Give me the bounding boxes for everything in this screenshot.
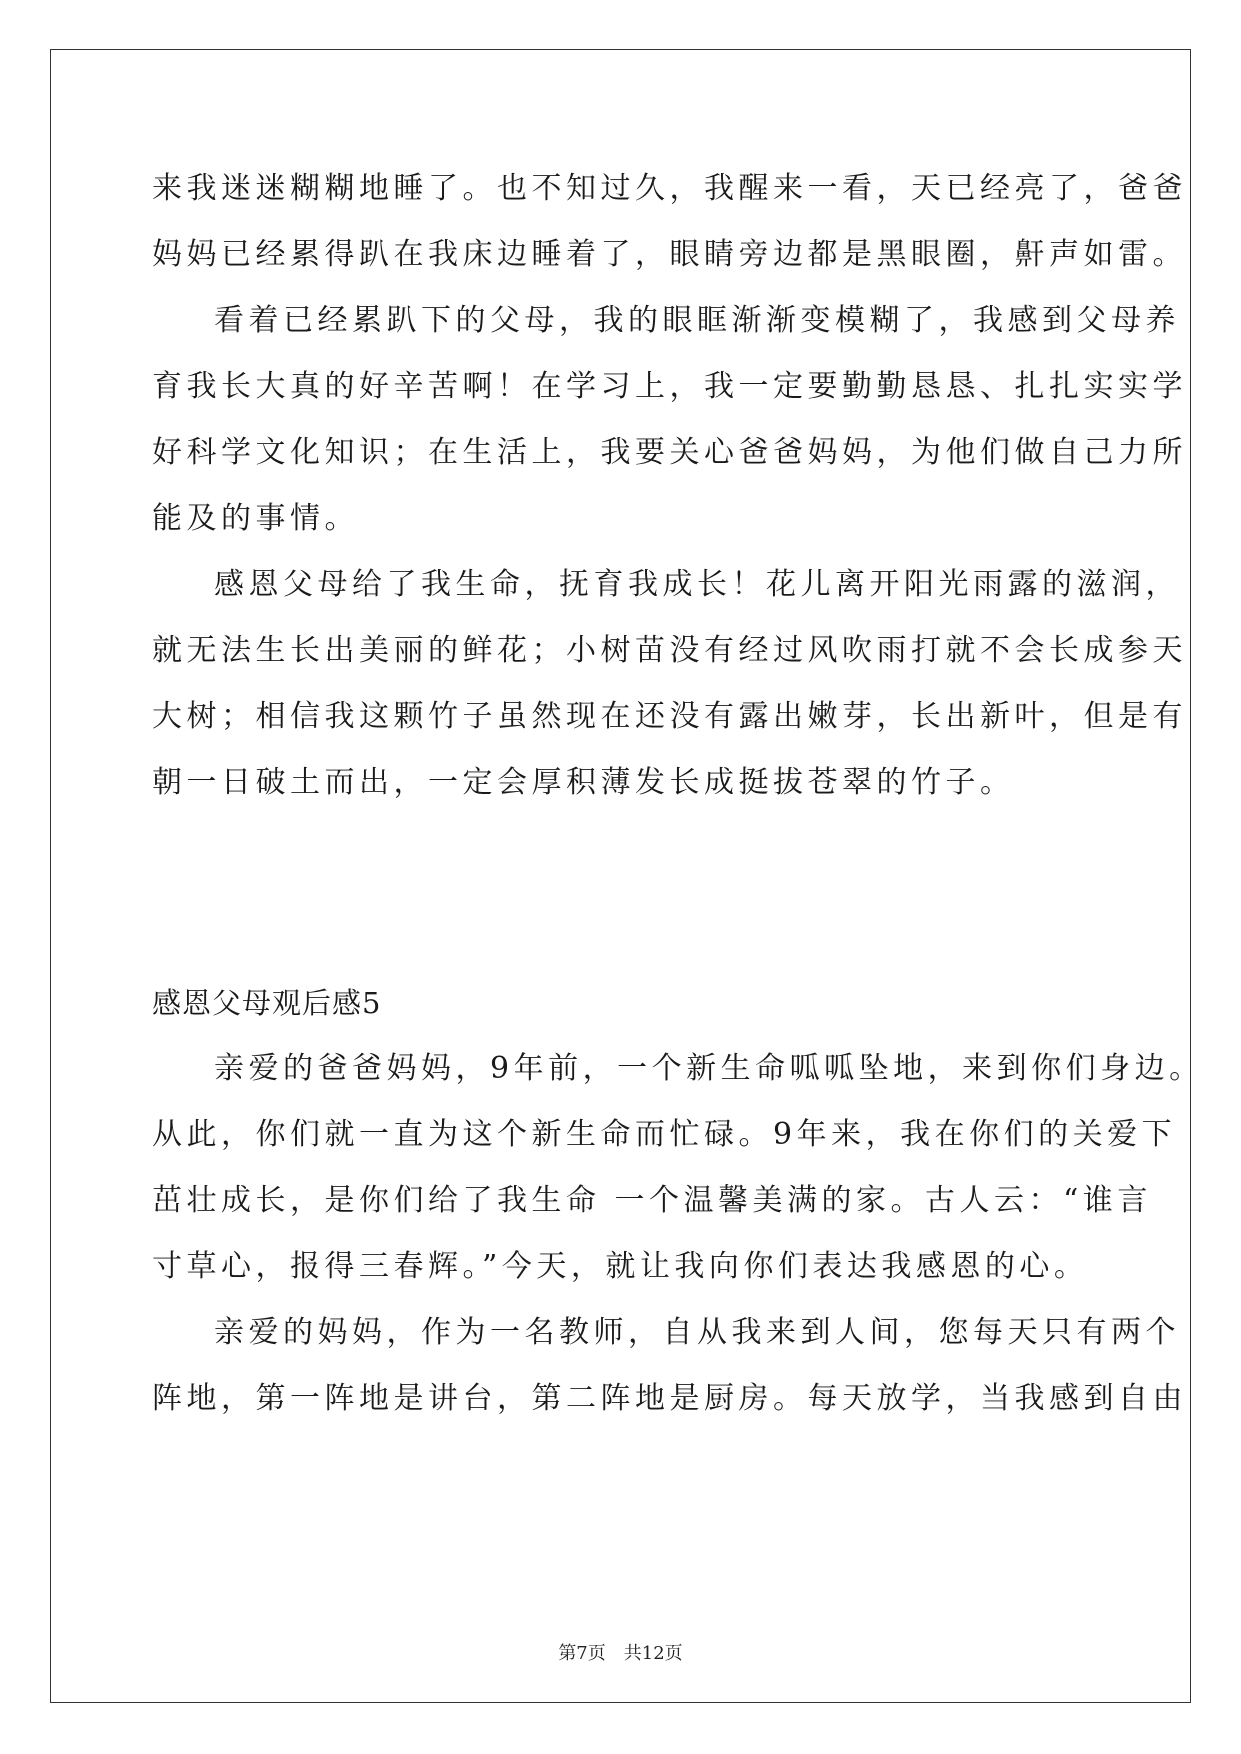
text-line: 从此，你们就一直为这个新生命而忙碌。9年来，我在你们的关爱下 <box>152 1117 1177 1152</box>
text-line: 寸草心，报得三春辉。”今天，就让我向你们表达我感恩的心。 <box>152 1249 1089 1284</box>
text-line: 大树；相信我这颗竹子虽然现在还没有露出嫩芽，长出新叶，但是有 <box>152 699 1187 734</box>
page-border <box>50 49 1191 1703</box>
text-line: 阵地，第一阵地是讲台，第二阵地是厨房。每天放学，当我感到自由 <box>152 1381 1187 1416</box>
text-line: 茁壮成长，是你们给了我生命 一个温馨美满的家。古人云：“谁言 <box>152 1183 1152 1218</box>
section-heading: 感恩父母观后感5 <box>152 986 382 1020</box>
text-line: 来我迷迷糊糊地睡了。也不知过久，我醒来一看，天已经亮了，爸爸 <box>152 171 1187 206</box>
text-line: 就无法生长出美丽的鲜花；小树苗没有经过风吹雨打就不会长成参天 <box>152 633 1187 668</box>
text-line: 亲爱的爸爸妈妈，9年前，一个新生命呱呱坠地，来到你们身边。 <box>214 1051 1204 1086</box>
text-line: 亲爱的妈妈，作为一名教师，自从我来到人间，您每天只有两个 <box>214 1315 1180 1350</box>
text-line: 育我长大真的好辛苦啊！在学习上，我一定要勤勤恳恳、扎扎实实学 <box>152 369 1187 404</box>
text-line: 妈妈已经累得趴在我床边睡着了，眼睛旁边都是黑眼圈，鼾声如雷。 <box>152 237 1187 272</box>
text-line: 看着已经累趴下的父母，我的眼眶渐渐变模糊了，我感到父母养 <box>214 303 1180 338</box>
text-line: 感恩父母给了我生命，抚育我成长！花儿离开阳光雨露的滋润， <box>214 567 1180 602</box>
text-line: 朝一日破土而出，一定会厚积薄发长成挺拔苍翠的竹子。 <box>152 765 1015 800</box>
text-line: 能及的事情。 <box>152 501 359 536</box>
text-line: 好科学文化知识；在生活上，我要关心爸爸妈妈，为他们做自己力所 <box>152 435 1187 470</box>
page-number: 第7页 共12页 <box>558 1643 683 1664</box>
